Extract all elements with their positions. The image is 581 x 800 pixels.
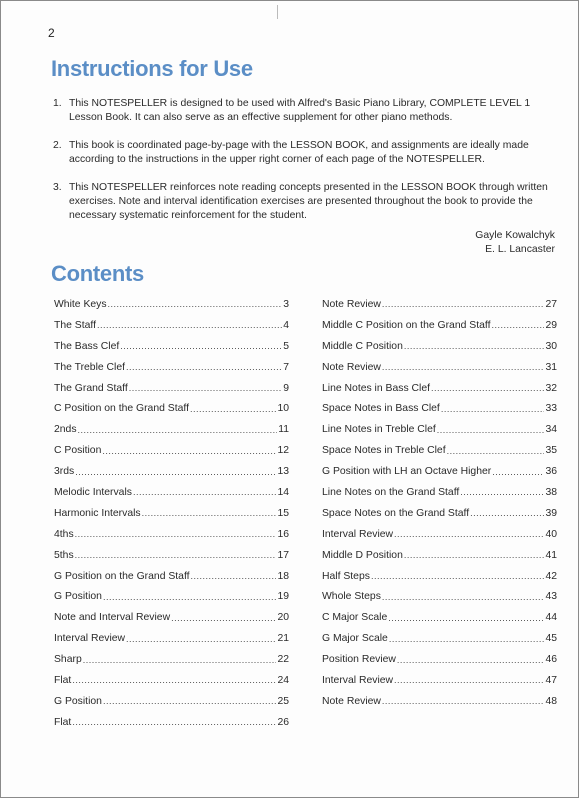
toc-entry-page: 35 <box>545 445 557 457</box>
toc-entry <box>54 566 289 587</box>
toc-entry-title: Interval Review <box>322 528 394 540</box>
toc-leader-dots <box>404 550 545 560</box>
toc-entry-title: Interval Review <box>54 633 126 645</box>
author-signature <box>475 229 555 257</box>
toc-entry-page: 34 <box>545 424 557 436</box>
toc-leader-dots <box>126 362 282 372</box>
toc-leader-dots <box>371 571 545 581</box>
toc-leader-dots <box>103 696 277 706</box>
toc-entry-title: 4ths <box>54 528 74 540</box>
toc-leader-dots <box>83 655 277 665</box>
toc-entry <box>322 649 557 670</box>
toc-entry <box>54 461 289 482</box>
toc-entry-title: Sharp <box>54 654 82 666</box>
toc-leader-dots <box>394 675 544 685</box>
toc-entry-title: Note Review <box>322 695 381 707</box>
instructions-heading: Instructions for Use <box>51 56 253 81</box>
instruction-text: This NOTESPELLER is designed to be used with Alfred's Basic Piano Library, COMPLETE LEVEL 1 Lesson Book. It can also serve as an effective supplement for other piano methods. <box>69 98 531 123</box>
toc-entry-title: 5ths <box>54 549 74 561</box>
toc-leader-dots <box>108 299 283 309</box>
toc-entry <box>322 524 557 545</box>
toc-entry <box>54 524 289 545</box>
toc-entry-title: Harmonic Intervals <box>54 507 141 519</box>
toc-entry-title: Flat <box>54 716 72 728</box>
toc-entry-page: 44 <box>545 612 557 624</box>
contents-column-left <box>54 294 289 733</box>
toc-entry-page: 47 <box>545 674 557 686</box>
toc-entry <box>322 336 557 357</box>
toc-entry-page: 43 <box>545 591 557 603</box>
toc-leader-dots <box>103 592 277 602</box>
toc-entry-title: The Staff <box>54 319 96 331</box>
toc-entry-title: Middle D Position <box>322 549 403 561</box>
toc-entry <box>54 378 289 399</box>
toc-entry <box>322 440 557 461</box>
toc-entry-title: G Major Scale <box>322 633 388 645</box>
toc-entry <box>54 357 289 378</box>
toc-leader-dots <box>404 341 545 351</box>
toc-entry <box>54 712 289 733</box>
toc-leader-dots <box>75 550 277 560</box>
toc-entry-page: 32 <box>545 382 557 394</box>
toc-entry-page: 31 <box>545 361 557 373</box>
toc-leader-dots <box>447 446 545 456</box>
toc-leader-dots <box>75 529 277 539</box>
toc-entry-page: 9 <box>283 382 289 394</box>
toc-entry-title: C Major Scale <box>322 612 388 624</box>
instruction-item <box>53 139 558 167</box>
toc-entry-page: 48 <box>545 695 557 707</box>
toc-entry-title: Middle C Position <box>322 340 403 352</box>
toc-leader-dots <box>492 467 544 477</box>
toc-leader-dots <box>389 634 545 644</box>
toc-entry-page: 22 <box>277 654 289 666</box>
toc-leader-dots <box>190 404 276 414</box>
toc-entry-title: Half Steps <box>322 570 370 582</box>
toc-entry <box>322 357 557 378</box>
toc-leader-dots <box>382 592 545 602</box>
toc-entry <box>322 586 557 607</box>
toc-entry-page: 11 <box>278 424 289 436</box>
toc-leader-dots <box>397 655 545 665</box>
instruction-item <box>53 181 558 223</box>
toc-leader-dots <box>431 383 544 393</box>
toc-leader-dots <box>102 446 276 456</box>
toc-entry-title: The Bass Clef <box>54 340 120 352</box>
toc-entry <box>322 398 557 419</box>
toc-entry-page: 38 <box>545 486 557 498</box>
toc-entry-title: The Treble Clef <box>54 361 126 373</box>
toc-entry <box>322 670 557 691</box>
toc-leader-dots <box>75 467 276 477</box>
instruction-number: 2. <box>53 140 62 151</box>
toc-entry-page: 13 <box>277 466 289 478</box>
toc-entry-page: 41 <box>545 549 557 561</box>
toc-leader-dots <box>129 383 282 393</box>
toc-leader-dots <box>191 571 277 581</box>
toc-entry-page: 33 <box>545 403 557 415</box>
toc-entry-page: 18 <box>277 570 289 582</box>
toc-entry-title: Space Notes in Treble Clef <box>322 445 446 457</box>
toc-leader-dots <box>441 404 545 414</box>
toc-entry-page: 26 <box>277 716 289 728</box>
toc-leader-dots <box>382 696 545 706</box>
toc-leader-dots <box>388 613 544 623</box>
toc-entry-page: 14 <box>277 486 289 498</box>
toc-entry <box>322 691 557 712</box>
toc-entry <box>322 378 557 399</box>
toc-entry-page: 30 <box>545 340 557 352</box>
toc-entry-title: Note Review <box>322 298 381 310</box>
author-name: Gayle Kowalchyk <box>475 230 555 241</box>
toc-entry-page: 39 <box>545 507 557 519</box>
toc-entry-title: G Position with LH an Octave Higher <box>322 466 492 478</box>
toc-entry <box>54 419 289 440</box>
toc-entry-page: 17 <box>277 549 289 561</box>
toc-entry <box>54 294 289 315</box>
toc-entry <box>54 691 289 712</box>
instruction-text: This NOTESPELLER reinforces note reading concepts presented in the LESSON BOOK through written exercises. Note and interval identification exercises are presented throughout the book to provide the necessary systematic reinforcement for the student. <box>69 182 548 221</box>
toc-entry <box>322 419 557 440</box>
toc-leader-dots <box>460 487 544 497</box>
toc-entry-page: 12 <box>277 445 289 457</box>
toc-entry-page: 7 <box>283 361 289 373</box>
toc-entry-page: 45 <box>545 633 557 645</box>
contents-heading: Contents <box>51 261 144 286</box>
toc-entry-title: C Position <box>54 445 102 457</box>
toc-leader-dots <box>72 675 276 685</box>
scan-mark <box>277 5 278 19</box>
toc-entry <box>54 336 289 357</box>
instruction-number: 3. <box>53 182 62 193</box>
instruction-text: This book is coordinated page-by-page with the LESSON BOOK, and assignments are ideally made according to the instructions in the upper right corner of each page of the NOTESPELLER. <box>69 140 529 165</box>
toc-entry-page: 10 <box>277 403 289 415</box>
toc-entry <box>322 294 557 315</box>
toc-entry <box>322 607 557 628</box>
toc-entry-title: The Grand Staff <box>54 382 128 394</box>
toc-entry-title: Line Notes in Treble Clef <box>322 424 436 436</box>
toc-entry <box>54 649 289 670</box>
toc-entry-title: C Position on the Grand Staff <box>54 403 189 415</box>
toc-entry <box>322 628 557 649</box>
contents-column-right <box>322 294 557 712</box>
toc-entry-page: 5 <box>283 340 289 352</box>
toc-entry-title: Note and Interval Review <box>54 612 171 624</box>
toc-entry-title: 3rds <box>54 466 75 478</box>
toc-entry-page: 27 <box>545 298 557 310</box>
instruction-item <box>53 97 558 125</box>
toc-entry-title: G Position on the Grand Staff <box>54 570 190 582</box>
toc-entry-title: Interval Review <box>322 674 394 686</box>
toc-entry <box>54 503 289 524</box>
toc-entry-page: 3 <box>283 298 289 310</box>
instructions-list <box>53 97 558 237</box>
toc-entry-title: Line Notes in Bass Clef <box>322 382 431 394</box>
toc-entry <box>54 607 289 628</box>
toc-leader-dots <box>78 425 278 435</box>
toc-entry <box>322 315 557 336</box>
toc-entry-page: 25 <box>277 695 289 707</box>
toc-leader-dots <box>120 341 282 351</box>
toc-entry-title: Line Notes on the Grand Staff <box>322 486 460 498</box>
toc-entry-page: 42 <box>545 570 557 582</box>
toc-entry <box>54 628 289 649</box>
toc-leader-dots <box>142 508 277 518</box>
toc-entry <box>322 461 557 482</box>
toc-entry-page: 15 <box>277 507 289 519</box>
toc-entry-title: G Position <box>54 695 102 707</box>
toc-leader-dots <box>97 320 282 330</box>
page-number: 2 <box>48 26 55 40</box>
toc-entry <box>54 315 289 336</box>
toc-entry <box>54 586 289 607</box>
toc-entry-page: 40 <box>545 528 557 540</box>
toc-entry <box>322 566 557 587</box>
toc-entry-title: G Position <box>54 591 102 603</box>
toc-entry-title: Whole Steps <box>322 591 381 603</box>
toc-entry <box>54 670 289 691</box>
toc-entry-title: Space Notes in Bass Clef <box>322 403 440 415</box>
toc-leader-dots <box>437 425 545 435</box>
toc-entry-page: 46 <box>545 654 557 666</box>
toc-entry-title: Middle C Position on the Grand Staff <box>322 319 491 331</box>
toc-entry-page: 19 <box>277 591 289 603</box>
toc-entry-title: Space Notes on the Grand Staff <box>322 507 470 519</box>
toc-leader-dots <box>491 320 544 330</box>
toc-entry-title: Position Review <box>322 654 396 666</box>
toc-leader-dots <box>133 487 276 497</box>
toc-entry-page: 29 <box>545 319 557 331</box>
toc-entry <box>322 545 557 566</box>
toc-entry-title: Melodic Intervals <box>54 486 132 498</box>
toc-entry-page: 16 <box>277 528 289 540</box>
toc-entry <box>54 398 289 419</box>
toc-entry-page: 24 <box>277 674 289 686</box>
toc-entry <box>322 503 557 524</box>
toc-entry-title: 2nds <box>54 424 77 436</box>
toc-leader-dots <box>171 613 276 623</box>
toc-leader-dots <box>72 717 276 727</box>
toc-leader-dots <box>126 634 276 644</box>
toc-leader-dots <box>470 508 544 518</box>
author-name: E. L. Lancaster <box>485 244 555 255</box>
toc-entry <box>54 545 289 566</box>
toc-entry <box>54 482 289 503</box>
toc-entry-page: 20 <box>277 612 289 624</box>
toc-entry <box>322 482 557 503</box>
toc-leader-dots <box>382 299 545 309</box>
instruction-number: 1. <box>53 98 62 109</box>
toc-leader-dots <box>382 362 545 372</box>
toc-entry <box>54 440 289 461</box>
toc-leader-dots <box>394 529 544 539</box>
toc-entry-title: Note Review <box>322 361 381 373</box>
toc-entry-title: White Keys <box>54 298 107 310</box>
toc-entry-page: 21 <box>277 633 289 645</box>
toc-entry-page: 4 <box>283 319 289 331</box>
toc-entry-title: Flat <box>54 674 72 686</box>
toc-entry-page: 36 <box>545 466 557 478</box>
